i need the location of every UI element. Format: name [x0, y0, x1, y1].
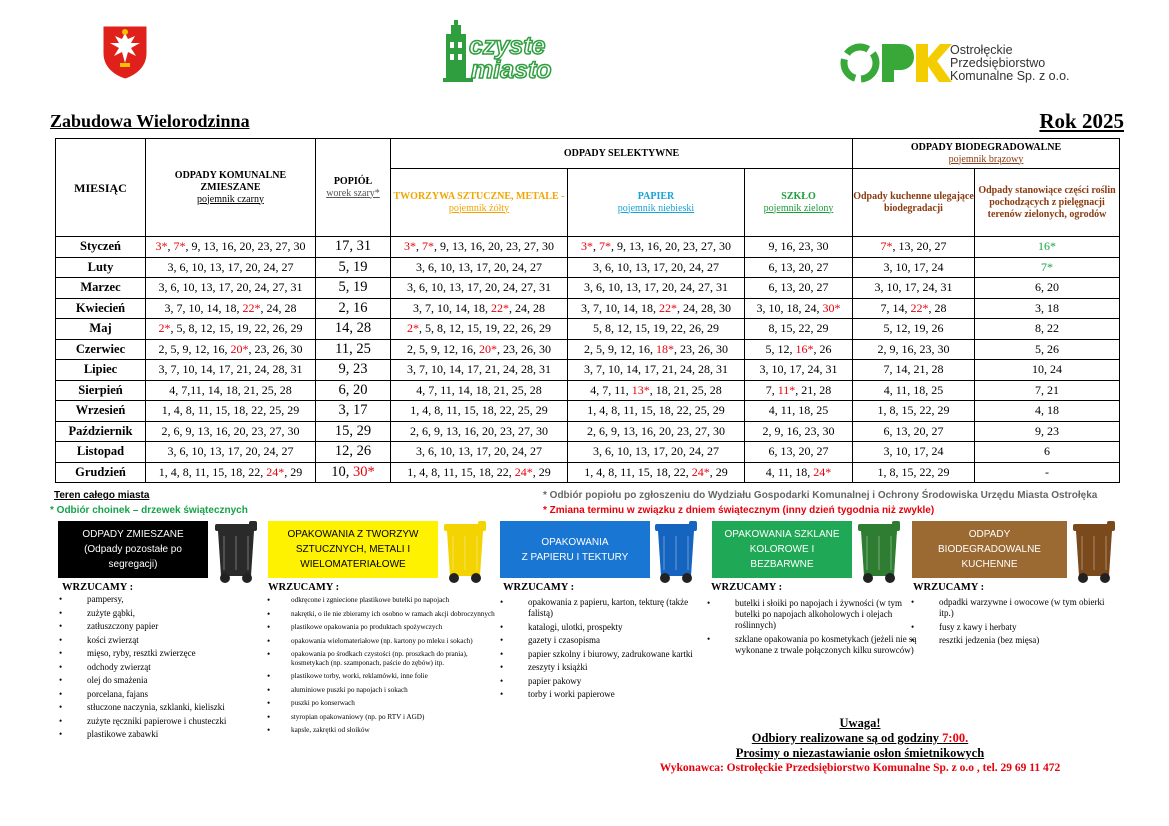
month-cell: Czerwiec — [56, 339, 146, 360]
paper-cell: 2, 5, 9, 12, 16, 18*, 23, 26, 30 — [568, 339, 745, 360]
table-row — [56, 401, 1120, 422]
mixed-cell: 3, 6, 10, 13, 17, 20, 24, 27 — [146, 442, 316, 463]
mixed-cell: 1, 4, 8, 11, 15, 18, 22, 24*, 29 — [146, 462, 316, 483]
trees-note: * Odbiór choinek – drzewek świątecznych — [50, 505, 248, 516]
month-cell: Marzec — [56, 278, 146, 299]
wrzucamy-heading: WRZUCAMY : — [62, 582, 134, 593]
mixed-cell: 2*, 5, 8, 12, 15, 19, 22, 26, 29 — [146, 319, 316, 340]
page-title: Zabudowa Wielorodzinna — [50, 111, 250, 131]
plastic-cell: 3, 7, 10, 14, 17, 21, 24, 28, 31 — [391, 360, 568, 381]
table-row — [56, 257, 1120, 278]
ash-cell: 5, 19 — [316, 278, 391, 299]
list-item: • papier pakowy — [500, 676, 715, 687]
legend-box-label: OPAKOWANIA Z PAPIERU I TEKTURY — [500, 521, 650, 578]
plastic-cell: 2, 5, 9, 12, 16, 20*, 23, 26, 30 — [391, 339, 568, 360]
plastic-cell: 1, 4, 8, 11, 15, 18, 22, 25, 29 — [391, 401, 568, 422]
list-item: • plastikowe opakowania po produktach spożywczych — [267, 623, 497, 632]
ash-cell: 15, 29 — [316, 421, 391, 442]
ash-cell: 3, 17 — [316, 401, 391, 422]
month-cell: Styczeń — [56, 237, 146, 258]
ash-cell: 10, 30* — [316, 462, 391, 483]
plastic-cell: 3, 6, 10, 13, 17, 20, 24, 27 — [391, 257, 568, 278]
paper-cell: 3, 6, 10, 13, 17, 20, 24, 27, 31 — [568, 278, 745, 299]
glass-cell: 7, 11*, 21, 28 — [745, 380, 853, 401]
table-row — [56, 360, 1120, 381]
ash-cell: 14, 28 — [316, 319, 391, 340]
list-item: • butelki i słoiki po napojach i żywności (w tym butelki po napojach alkoholowych i olejach roślinnych) — [707, 598, 917, 631]
garden-cell: 6 — [975, 442, 1120, 463]
list-item: • pampersy, — [59, 594, 259, 605]
legend-box-label: OPAKOWANIA Z TWORZYW SZTUCZNYCH, METALI I WIELOMATERIAŁOWE — [268, 521, 438, 578]
mixed-cell: 3, 6, 10, 13, 17, 20, 24, 27 — [146, 257, 316, 278]
list-item: • torby i worki papierowe — [500, 689, 715, 700]
garden-cell: 4, 18 — [975, 401, 1120, 422]
kitchen-cell: 1, 8, 15, 22, 29 — [853, 401, 975, 422]
header-kitchen: Odpady kuchenne ulegające biodegradacji — [853, 169, 975, 237]
waste-bin-icon — [1070, 518, 1120, 584]
accepted-items-list — [500, 597, 715, 703]
area-note: Teren całego miasta — [54, 490, 150, 501]
glass-cell: 9, 16, 23, 30 — [745, 237, 853, 258]
mixed-cell: 4, 7,11, 14, 18, 21, 25, 28 — [146, 380, 316, 401]
city-coat-of-arms-icon — [100, 23, 150, 81]
ash-cell: 6, 20 — [316, 380, 391, 401]
table-row — [56, 319, 1120, 340]
accepted-items-list — [267, 596, 497, 740]
wrzucamy-heading: WRZUCAMY : — [711, 582, 783, 593]
paper-cell: 5, 8, 12, 15, 19, 22, 26, 29 — [568, 319, 745, 340]
kitchen-cell: 7, 14, 22*, 28 — [853, 298, 975, 319]
list-item: • plastikowe torby, worki, reklamówki, inne folie — [267, 672, 497, 681]
plastic-cell: 4, 7, 11, 14, 18, 21, 25, 28 — [391, 380, 568, 401]
garden-cell: 5, 26 — [975, 339, 1120, 360]
list-item: • papier szkolny i biurowy, zadrukowane kartki — [500, 649, 715, 660]
glass-cell: 3, 10, 17, 24, 31 — [745, 360, 853, 381]
header-plastic: TWORZYWA SZTUCZNE, METALE - pojemnik żółty — [391, 169, 568, 237]
paper-cell: 3*, 7*, 9, 13, 16, 20, 23, 27, 30 — [568, 237, 745, 258]
month-cell: Lipiec — [56, 360, 146, 381]
list-item: • plastikowe zabawki — [59, 729, 259, 740]
plastic-cell: 2, 6, 9, 13, 16, 20, 23, 27, 30 — [391, 421, 568, 442]
header-mixed: ODPADY KOMUNALNE ZMIESZANE pojemnik czarny — [146, 139, 316, 237]
legend-box-label: OPAKOWANIA SZKLANE KOLOROWE I BEZBARWNE — [712, 521, 852, 578]
list-item: • aluminiowe puszki po napojach i sokach — [267, 686, 497, 695]
plastic-cell: 3*, 7*, 9, 13, 16, 20, 23, 27, 30 — [391, 237, 568, 258]
change-note: * Zmiana terminu w związku z dniem świątecznym (inny dzień tygodnia niż zwykle) — [543, 505, 935, 516]
svg-text:czyste: czyste — [469, 32, 546, 60]
wrzucamy-heading: WRZUCAMY : — [913, 582, 985, 593]
ash-cell: 17, 31 — [316, 237, 391, 258]
month-cell: Wrzesień — [56, 401, 146, 422]
list-item: • stłuczone naczynia, szklanki, kieliszki — [59, 702, 259, 713]
list-item: • zatłuszczony papier — [59, 621, 259, 632]
table-row — [56, 237, 1120, 258]
glass-cell: 3, 10, 18, 24, 30* — [745, 298, 853, 319]
plastic-cell: 1, 4, 8, 11, 15, 18, 22, 24*, 29 — [391, 462, 568, 483]
list-item: • zużyte gąbki, — [59, 608, 259, 619]
wrzucamy-heading: WRZUCAMY : — [268, 582, 340, 593]
garden-cell: 8, 22 — [975, 319, 1120, 340]
ash-cell: 11, 25 — [316, 339, 391, 360]
header-selective: ODPADY SELEKTYWNE — [391, 139, 853, 169]
list-item: • opakowania z papieru, karton, tekturę (także falistą) — [500, 597, 715, 619]
list-item: • katalogi, ulotki, prospekty — [500, 622, 715, 633]
kitchen-cell: 1, 8, 15, 22, 29 — [853, 462, 975, 483]
garden-cell: 6, 20 — [975, 278, 1120, 299]
month-cell: Listopad — [56, 442, 146, 463]
header-month: MIESIĄC — [56, 139, 146, 237]
glass-cell: 4, 11, 18, 24* — [745, 462, 853, 483]
list-item: • odkręcone i zgniecione plastikowe butelki po napojach — [267, 596, 497, 605]
glass-cell: 6, 13, 20, 27 — [745, 278, 853, 299]
waste-bin-icon — [441, 518, 491, 584]
kitchen-cell: 6, 13, 20, 27 — [853, 421, 975, 442]
month-cell: Sierpień — [56, 380, 146, 401]
list-item: • szklane opakowania po kosmetykach (jeżeli nie są wykonane z trwale połączonych kilku surowców) — [707, 634, 917, 656]
czyste-miasto-logo — [443, 20, 593, 84]
mixed-cell: 3*, 7*, 9, 13, 16, 20, 23, 27, 30 — [146, 237, 316, 258]
list-item: • olej do smażenia — [59, 675, 259, 686]
table-row — [56, 298, 1120, 319]
list-item: • puszki po konserwach — [267, 699, 497, 708]
table-row — [56, 278, 1120, 299]
list-item: • fusy z kawy i herbaty — [911, 622, 1111, 633]
accepted-items-list — [911, 597, 1111, 649]
mixed-cell: 1, 4, 8, 11, 15, 18, 22, 25, 29 — [146, 401, 316, 422]
pickup-time-text: Odbiory realizowane są od godziny 7:00. — [751, 731, 969, 745]
plastic-cell: 3, 7, 10, 14, 18, 22*, 24, 28 — [391, 298, 568, 319]
kitchen-cell: 3, 10, 17, 24 — [853, 442, 975, 463]
table-row — [56, 421, 1120, 442]
list-item: • mięso, ryby, resztki zwierzęce — [59, 648, 259, 659]
month-cell: Luty — [56, 257, 146, 278]
plastic-cell: 3, 6, 10, 13, 17, 20, 24, 27 — [391, 442, 568, 463]
kitchen-cell: 7, 14, 21, 28 — [853, 360, 975, 381]
plastic-cell: 2*, 5, 8, 12, 15, 19, 22, 26, 29 — [391, 319, 568, 340]
mixed-cell: 3, 6, 10, 13, 17, 20, 24, 27, 31 — [146, 278, 316, 299]
table-row — [56, 442, 1120, 463]
month-cell: Grudzień — [56, 462, 146, 483]
garden-cell: 9, 23 — [975, 421, 1120, 442]
month-cell: Październik — [56, 421, 146, 442]
mixed-cell: 3, 7, 10, 14, 18, 22*, 24, 28 — [146, 298, 316, 319]
month-cell: Maj — [56, 319, 146, 340]
list-item: • porcelana, fajans — [59, 689, 259, 700]
paper-cell: 3, 6, 10, 13, 17, 20, 24, 27 — [568, 442, 745, 463]
kitchen-cell: 4, 11, 18, 25 — [853, 380, 975, 401]
paper-cell: 3, 7, 10, 14, 17, 21, 24, 28, 31 — [568, 360, 745, 381]
garden-cell: 7, 21 — [975, 380, 1120, 401]
mixed-cell: 3, 7, 10, 14, 17, 21, 24, 28, 31 — [146, 360, 316, 381]
garden-cell: 10, 24 — [975, 360, 1120, 381]
year-title: Rok 2025 — [1039, 109, 1124, 133]
list-item: • odchody zwierząt — [59, 662, 259, 673]
table-row — [56, 462, 1120, 483]
accepted-items-list — [707, 598, 917, 658]
list-item: • opakowania wielomateriałowe (np. kartony po mleku i sokach) — [267, 637, 497, 646]
ash-cell: 12, 26 — [316, 442, 391, 463]
glass-cell: 6, 13, 20, 27 — [745, 442, 853, 463]
list-item: • opakowania po środkach czystości (np. proszkach do prania), kosmetykach (np. szamponach, paście do zębów) itp. — [267, 650, 497, 667]
footer-notice — [640, 716, 1080, 776]
list-item: • kapsle, zakrętki od słoików — [267, 726, 497, 735]
glass-cell: 8, 15, 22, 29 — [745, 319, 853, 340]
mixed-cell: 2, 6, 9, 13, 16, 20, 23, 27, 30 — [146, 421, 316, 442]
waste-bin-icon — [212, 518, 262, 584]
kitchen-cell: 3, 10, 17, 24, 31 — [853, 278, 975, 299]
list-item: • resztki jedzenia (bez mięsa) — [911, 635, 1111, 646]
header-bio: ODPADY BIODEGRADOWALNE pojemnik brązowy — [853, 139, 1120, 169]
legend-box-label: ODPADY ZMIESZANE (Odpady pozostałe po segregacji) — [58, 521, 208, 578]
ash-cell: 2, 16 — [316, 298, 391, 319]
list-item: • zużyte ręczniki papierowe i chusteczki — [59, 716, 259, 727]
shelter-notice: Prosimy o niezastawianie osłon śmietnikowych — [735, 746, 985, 760]
header-paper: PAPIER pojemnik niebieski — [568, 169, 745, 237]
list-item: • zeszyty i książki — [500, 662, 715, 673]
paper-cell: 4, 7, 11, 13*, 18, 21, 25, 28 — [568, 380, 745, 401]
month-cell: Kwiecień — [56, 298, 146, 319]
plastic-cell: 3, 6, 10, 13, 17, 20, 24, 27, 31 — [391, 278, 568, 299]
kitchen-cell: 7*, 13, 20, 27 — [853, 237, 975, 258]
list-item: • odpadki warzywne i owocowe (w tym obierki itp.) — [911, 597, 1111, 619]
paper-cell: 2, 6, 9, 13, 16, 20, 23, 27, 30 — [568, 421, 745, 442]
glass-cell: 4, 11, 18, 25 — [745, 401, 853, 422]
kitchen-cell: 5, 12, 19, 26 — [853, 319, 975, 340]
paper-cell: 1, 4, 8, 11, 15, 18, 22, 24*, 29 — [568, 462, 745, 483]
accepted-items-list — [59, 594, 259, 743]
mixed-cell: 2, 5, 9, 12, 16, 20*, 23, 26, 30 — [146, 339, 316, 360]
glass-cell: 6, 13, 20, 27 — [745, 257, 853, 278]
paper-cell: 3, 6, 10, 13, 17, 20, 24, 27 — [568, 257, 745, 278]
paper-cell: 3, 7, 10, 14, 18, 22*, 24, 28, 30 — [568, 298, 745, 319]
legend-box-label: ODPADY BIODEGRADOWALNE KUCHENNE — [912, 521, 1067, 578]
waste-bin-icon — [855, 518, 905, 584]
paper-cell: 1, 4, 8, 11, 15, 18, 22, 25, 29 — [568, 401, 745, 422]
garden-cell: - — [975, 462, 1120, 483]
header-glass: SZKŁO pojemnik zielony — [745, 169, 853, 237]
garden-cell: 3, 18 — [975, 298, 1120, 319]
ash-cell: 9, 23 — [316, 360, 391, 381]
header-ash: POPIÓŁ worek szary* — [316, 139, 391, 237]
opk-company-name: Ostrołęckie Przedsiębiorstwo Komunalne Sp. z o.o. — [950, 43, 1070, 83]
waste-bin-icon — [652, 518, 702, 584]
table-row — [56, 380, 1120, 401]
contractor-info: Wykonawca: Ostrołęckie Przedsiębiorstwo Komunalne Sp. z o.o , tel. 29 69 11 472 — [659, 762, 1061, 774]
svg-text:miasto: miasto — [471, 56, 552, 84]
list-item: • kości zwierząt — [59, 635, 259, 646]
kitchen-cell: 2, 9, 16, 23, 30 — [853, 339, 975, 360]
garden-cell: 7* — [975, 257, 1120, 278]
glass-cell: 5, 12, 16*, 26 — [745, 339, 853, 360]
glass-cell: 2, 9, 16, 23, 30 — [745, 421, 853, 442]
garden-cell: 16* — [975, 237, 1120, 258]
list-item: • nakrętki, o ile nie zbieramy ich osobno w ramach akcji dobroczynnych — [267, 610, 497, 619]
header-garden: Odpady stanowiące części roślin pochodzących z pielęgnacji terenów zielonych, ogrodów — [975, 169, 1120, 237]
ash-cell: 5, 19 — [316, 257, 391, 278]
collection-schedule-table — [55, 138, 1120, 483]
table-row — [56, 339, 1120, 360]
wrzucamy-heading: WRZUCAMY : — [503, 582, 575, 593]
warning-label: Uwaga! — [839, 716, 881, 730]
list-item: • gazety i czasopisma — [500, 635, 715, 646]
kitchen-cell: 3, 10, 17, 24 — [853, 257, 975, 278]
list-item: • styropian opakowaniowy (np. po RTV i AGD) — [267, 713, 497, 722]
ash-note: * Odbiór popiołu po zgłoszeniu do Wydziału Gospodarki Komunalnej i Ochrony Środowiska Urzędu Miasta Ostrołęka — [543, 490, 1098, 501]
